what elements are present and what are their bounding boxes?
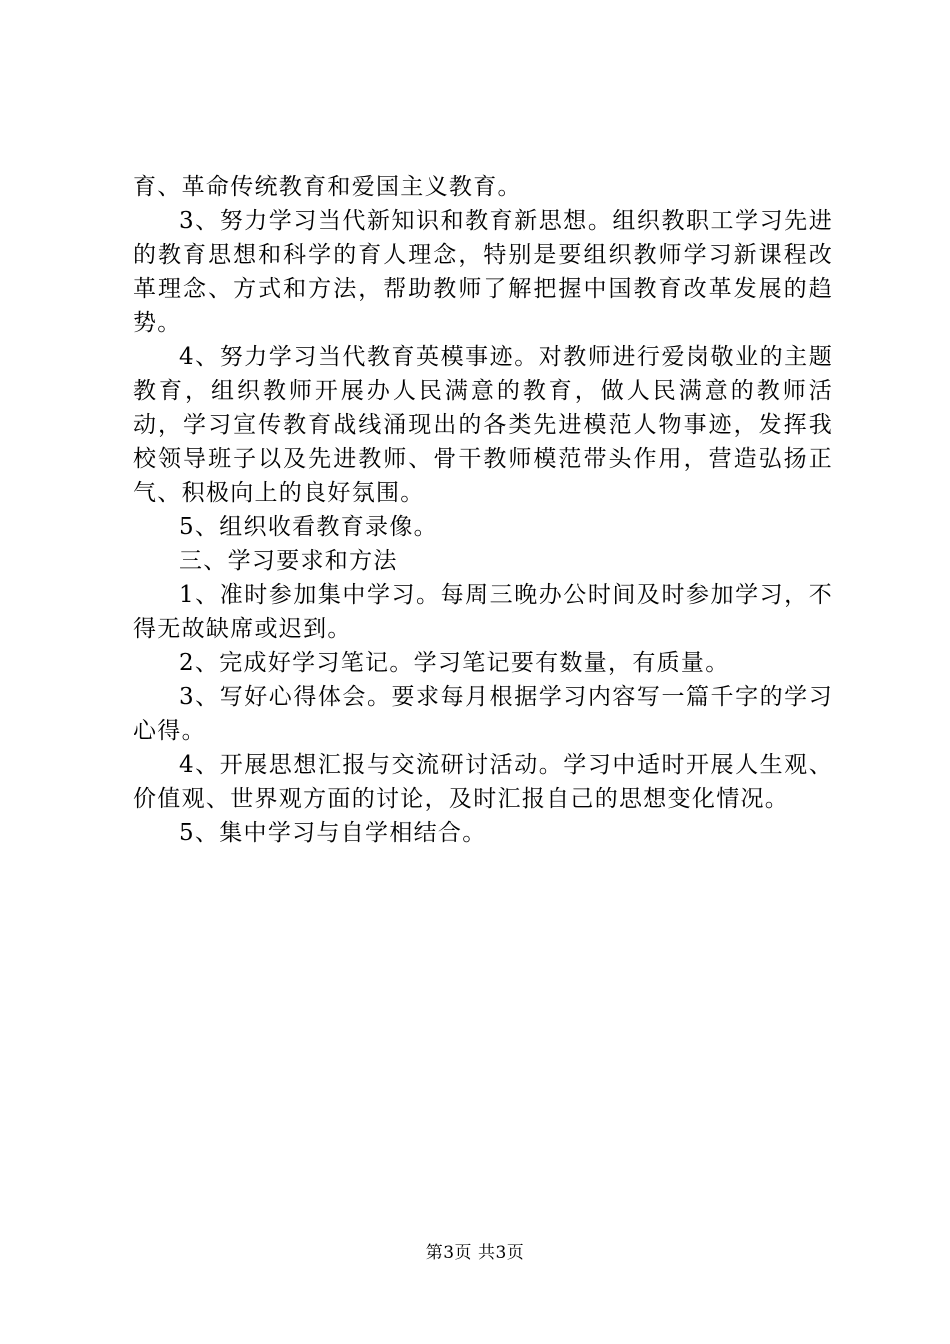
paragraph-req-5-self-study: 5、集中学习与自学相结合。 — [179, 820, 487, 846]
paragraph-req-4-discussion: 4、开展思想汇报与交流研讨活动。学习中适时开展人生观、价值观、世界观方面的讨论，及时汇报自己的思想变化情况。 — [133, 752, 833, 812]
paragraph-continuation: 育、革命传统教育和爱国主义教育。 — [133, 174, 522, 200]
paragraph-item-5-watch-videos: 5、组织收看教育录像。 — [179, 514, 438, 540]
paragraph-req-1-attendance: 1、准时参加集中学习。每周三晚办公时间及时参加学习，不得无故缺席或迟到。 — [133, 582, 833, 642]
section-heading-requirements: 三、学习要求和方法 — [179, 548, 398, 574]
paragraph-item-4-model-deeds: 4、努力学习当代教育英模事迹。对教师进行爱岗敬业的主题教育，组织教师开展办人民满意的教育，做人民满意的教师活动，学习宣传教育战线涌现出的各类先进模范人物事迹，发挥我校领导班子以及先进教师、骨干教师模范带头作用，营造弘扬正气、积极向上的良好氛围。 — [133, 344, 833, 506]
document-body — [133, 170, 833, 850]
page-number-footer: 第3页 共3页 — [425, 1243, 525, 1263]
paragraph-req-2-notes: 2、完成好学习笔记。学习笔记要有数量，有质量。 — [179, 650, 730, 676]
paragraph-req-3-reflections: 3、写好心得体会。要求每月根据学习内容写一篇千字的学习心得。 — [133, 684, 833, 744]
paragraph-item-3-new-knowledge: 3、努力学习当代新知识和教育新思想。组织教职工学习先进的教育思想和科学的育人理念，特别是要组织教师学习新课程改革理念、方式和方法，帮助教师了解把握中国教育改革发展的趋势。 — [133, 208, 833, 336]
